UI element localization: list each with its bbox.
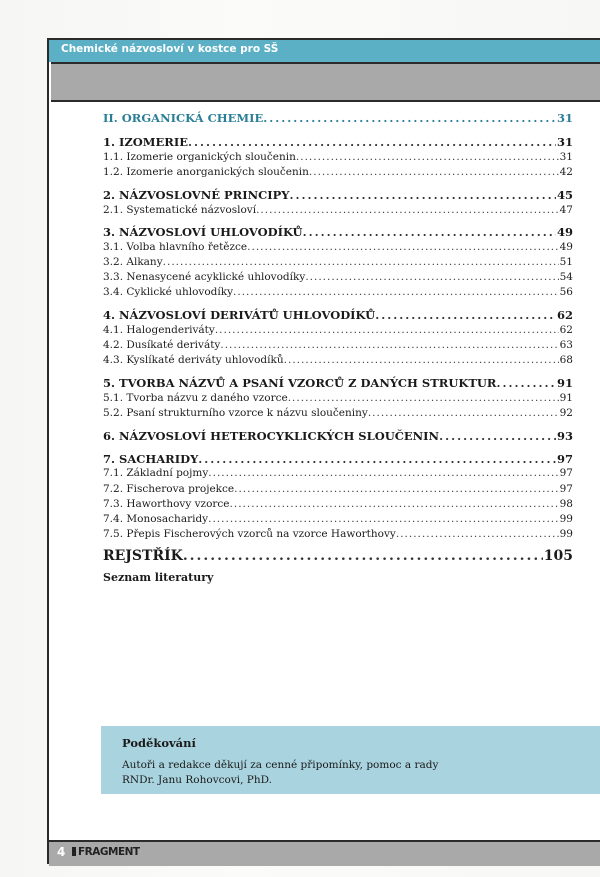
header-bar: [49, 40, 600, 62]
toc-item: 1.1. Izomerie organických sloučenin ..... 31: [103, 151, 573, 163]
toc-literature: Seznam literatury: [103, 571, 214, 584]
toc-item: 4.2. Dusíkaté deriváty ..... 63: [103, 339, 573, 351]
toc-section: 2. NÁZVOSLOVNÉ PRINCIPY ..... 45: [103, 188, 573, 202]
acknowledgement-box: [101, 726, 600, 794]
toc-item: 7.3. Haworthovy vzorce ..... 98: [103, 498, 573, 510]
toc-item: 7.4. Monosacharidy ..... 99: [103, 513, 573, 525]
toc-item: 5.2. Psaní strukturního vzorce k názvu sloučeniny ..... 92: [103, 407, 573, 419]
toc-section: 7. SACHARIDY ..... 97: [103, 452, 573, 466]
toc-item: 3.1. Volba hlavního řetězce ..... 49: [103, 241, 573, 253]
acknowledgement-text: Autoři a redakce děkují za cenné připomínky, pomoc a rady RNDr. Janu Rohovcovi, PhD.: [122, 759, 439, 786]
toc-section: 1. IZOMERIE ..... 31: [103, 135, 573, 149]
toc-section: 5. TVORBA NÁZVŮ A PSANÍ VZORCŮ Z DANÝCH STRUKTUR ..... 91: [103, 376, 573, 390]
toc-section: 3. NÁZVOSLOVÍ UHLOVODÍKŮ ..... 49: [103, 225, 573, 239]
toc-item: 4.1. Halogenderiváty ..... 62: [103, 324, 573, 336]
toc-section: 6. NÁZVOSLOVÍ HETEROCYKLICKÝCH SLOUČENIN ..... 93: [103, 429, 573, 443]
header-title: Chemické názvosloví v kostce pro SŠ: [61, 43, 279, 55]
toc-item: 4.3. Kyslíkaté deriváty uhlovodíků ..... 68: [103, 354, 573, 366]
page-number: 4: [57, 845, 66, 859]
toc-item: 7.5. Přepis Fischerových vzorců na vzorce Haworthovy ..... 99: [103, 528, 573, 540]
toc-index: REJSTŘÍK ..... 105: [103, 548, 573, 564]
toc-section: 4. NÁZVOSLOVÍ DERIVÁTŮ UHLOVODÍKŮ ..... 62: [103, 308, 573, 322]
toc-item: 3.4. Cyklické uhlovodíky ..... 56: [103, 286, 573, 298]
toc-item: 5.1. Tvorba názvu z daného vzorce ..... 91: [103, 392, 573, 404]
toc-item: 1.2. Izomerie anorganických sloučenin ..... 42: [103, 166, 573, 178]
publisher-logo: FRAGMENT: [72, 846, 140, 858]
header-gray-band: [51, 62, 600, 102]
toc-item: 3.2. Alkany ..... 51: [103, 256, 573, 268]
toc-item: 2.1. Systematické názvosloví ..... 47: [103, 204, 573, 216]
toc-item: 3.3. Nenasycené acyklické uhlovodíky ..... 54: [103, 271, 573, 283]
acknowledgement-heading: Poděkování: [122, 736, 196, 750]
toc-part-organic-chemistry: II. ORGANICKÁ CHEMIE ..... 31: [103, 111, 573, 125]
toc-item: 7.1. Základní pojmy ..... 97: [103, 467, 573, 479]
toc-item: 7.2. Fischerova projekce ..... 97: [103, 483, 573, 495]
